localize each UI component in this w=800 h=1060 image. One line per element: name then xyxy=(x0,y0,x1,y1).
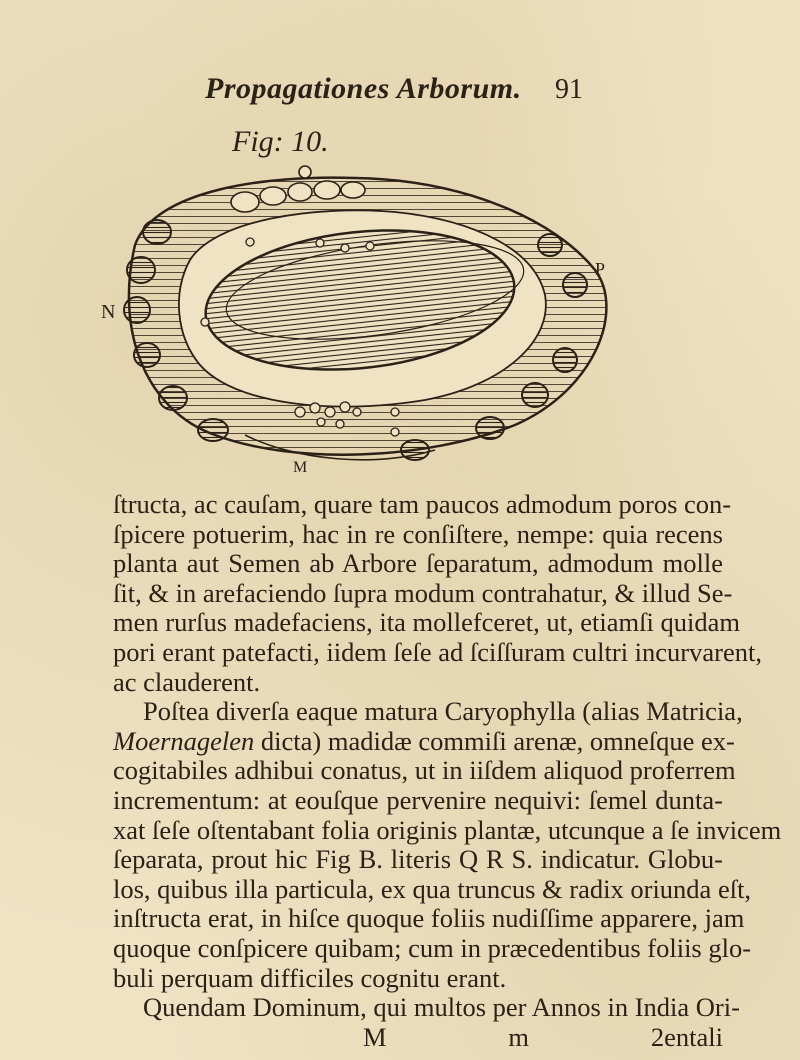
catchword: entali xyxy=(664,1021,723,1052)
text-line: ſit, & in arefaciendo ſupra modum contrahatur, & illud Se- xyxy=(113,577,733,608)
text-line: cogitabiles adhibui conatus, ut in iiſdem aliquod proferrem xyxy=(113,755,736,786)
page-header xyxy=(0,72,800,112)
text-line: xat ſeſe oſtentabant folia originis plantæ, utcunque a ſe invicem xyxy=(113,814,782,845)
text-line: los, quibus illa particula, ex qua truncus & radix oriunda eſt, xyxy=(113,873,752,904)
text-line: ac clauderent. xyxy=(113,666,261,697)
running-title: Propagationes Arborum. xyxy=(205,72,522,105)
figure-caption: Fig: 10. xyxy=(232,125,329,158)
text-line: buli perquam difficiles cognitu erant. xyxy=(113,962,507,993)
text-line xyxy=(113,725,735,757)
text-line: incrementum: at eouſque pervenire nequivi: ſemel dunta- xyxy=(113,784,723,815)
body-text xyxy=(113,489,782,1052)
text-line: inſtructa erat, in hiſce quoque foliis nudiſſime apparere, jam xyxy=(113,903,745,934)
seed-engraving-figure xyxy=(95,150,665,475)
text-line: Quendam Dominum, qui multos per Annos in India Ori- xyxy=(143,992,740,1023)
figure-label-p: P xyxy=(595,259,606,279)
text-line: pori erant patefacti, iidem ſeſe ad ſciſſuram cultri incurvarent, xyxy=(113,636,762,667)
text-line: men rurſus madefaciens, ita mollefceret, ut, etiamſi quidam xyxy=(113,607,740,638)
text-span: dicta) madidæ commiſi arenæ, omneſque ex- xyxy=(254,725,735,756)
text-line: ſeparata, prout hic Fig B. literis Q R S. indicatur. Globu- xyxy=(113,844,723,875)
page-number: 91 xyxy=(555,74,583,105)
text-line: quoque conſpicere quibam; cum in præcedentibus foliis glo- xyxy=(113,932,752,963)
text-line: ſpicere potuerim, hac in re conſiſtere, nempe: quia recens xyxy=(113,518,723,549)
footer-line xyxy=(113,1023,723,1053)
figure-label-n: N xyxy=(101,301,116,323)
figure-label-m: M xyxy=(293,459,308,475)
text-line: ſtructa, ac cauſam, quare tam paucos admodum poros con- xyxy=(113,489,732,519)
signature-mark: M m 2 xyxy=(363,1021,665,1052)
text-line: planta aut Semen ab Arbore ſeparatum, admodum molle xyxy=(113,548,723,579)
italic-term: Moernagelen xyxy=(113,725,255,756)
text-line: Poſtea diverſa eaque matura Caryophylla (alias Matricia, xyxy=(143,696,743,727)
